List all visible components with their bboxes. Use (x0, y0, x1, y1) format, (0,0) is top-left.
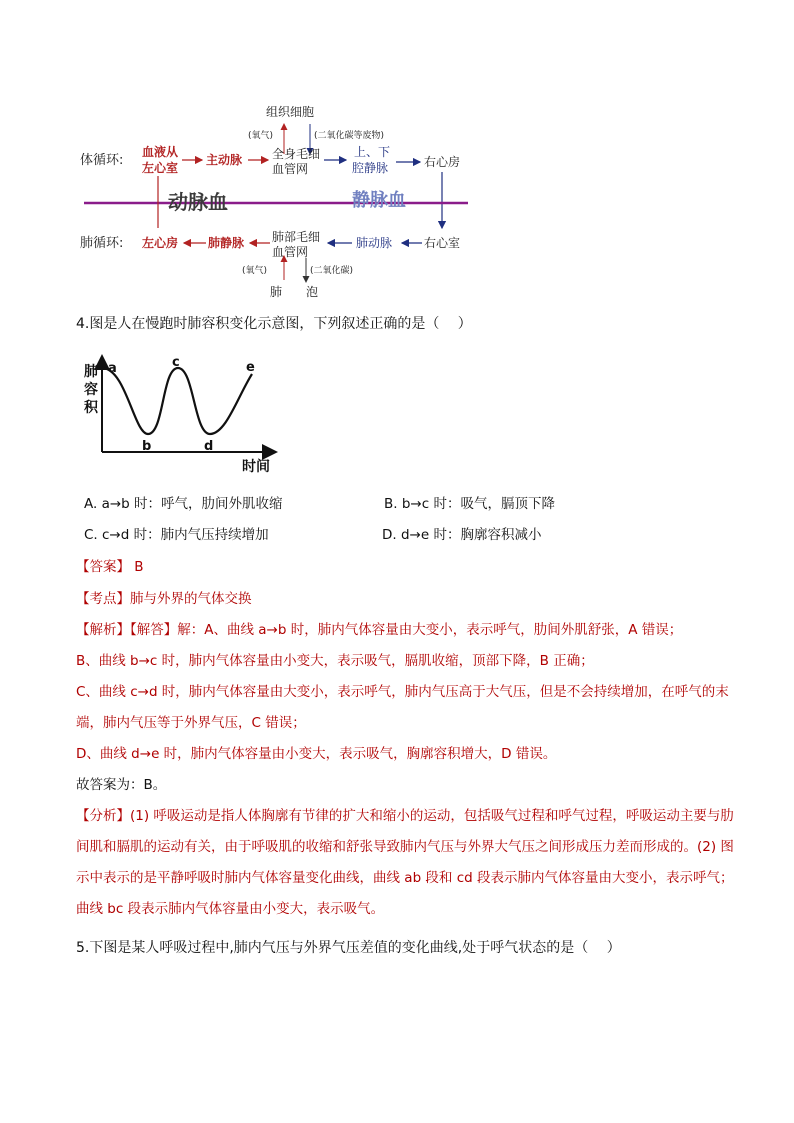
q5-stem: 5.下图是某人呼吸过程中,肺内气压与外界气压差值的变化曲线,处于呼气状态的是（ ） (76, 940, 621, 956)
pulmonary-cap-label-1: 肺部毛细 (272, 230, 321, 244)
point-c-label: c (172, 355, 180, 370)
ylabel-char-1: 肺 (84, 364, 98, 380)
blood-from-lv-label-2: 左心室 (142, 161, 179, 175)
point-tag: 【考点】 (76, 591, 130, 607)
q4-stem: 4.图是人在慢跑时肺容积变化示意图，下列叙述正确的是（ ） (76, 316, 472, 332)
pulmonary-artery-label: 肺动脉 (356, 236, 393, 250)
analysis-text-1: 解：A、曲线 a→b 时，肺内气体容量由大变小，表示呼气，肋间外肌舒张，A 错误； (177, 622, 683, 638)
answer-value: B (134, 559, 144, 575)
xlabel: 时间 (242, 459, 270, 475)
option-a: A. a→b 时：呼气，肋间外肌收缩 (84, 496, 283, 512)
analysis-tag-2: 【解答】 (130, 622, 178, 638)
point-a-label: a (108, 361, 117, 376)
alveoli-label-1: 肺 (270, 285, 283, 299)
oxygen-bottom-label: (氧气) (242, 266, 268, 276)
explain-paragraph (76, 801, 736, 925)
co2-top-label: (二氧化碳等废物) (314, 131, 385, 141)
analysis-line-3: C、曲线 c→d 时，肺内气体容量由大变小，表示呼气，肺内气压高于大气压，但是不会持续增加，在呼气的末端，肺内气压等于外界气压，C 错误； (76, 684, 729, 731)
vena-cava-label-2: 腔静脉 (352, 161, 389, 175)
analysis-line-5: 故答案为：B。 (76, 777, 167, 793)
tissue-cells-label: 组织细胞 (266, 105, 315, 119)
pulmonary-cap-label-2: 血管网 (272, 245, 309, 259)
ylabel-char-3: 积 (84, 400, 98, 416)
analysis-line-2: B、曲线 b→c 时，肺内气体容量由小变大，表示吸气，膈肌收缩，顶部下降，B 正确； (76, 653, 594, 669)
alveoli-label-2: 泡 (306, 285, 319, 299)
analysis-block (76, 615, 736, 925)
point-d-label: d (204, 439, 214, 454)
left-atrium-label: 左心房 (142, 236, 179, 250)
point-e-label: e (246, 360, 255, 375)
point-value: 肺与外界的气体交换 (130, 591, 252, 607)
analysis-line-1 (76, 615, 736, 646)
answer-tag: 【答案】 (76, 559, 130, 575)
systemic-cap-label-2: 血管网 (272, 162, 309, 176)
systemic-circulation-label: 体循环: (80, 153, 124, 168)
arterial-blood-label: 动脉血 (168, 190, 228, 214)
pulmonary-circulation-label: 肺循环: (80, 236, 124, 251)
option-d: D. d→e 时：胸廓容积减小 (382, 527, 542, 543)
oxygen-top-label: (氧气) (248, 131, 274, 141)
option-c: C. c→d 时：肺内气压持续增加 (84, 527, 269, 543)
analysis-tag: 【解析】 (76, 622, 130, 638)
right-atrium-label: 右心房 (424, 155, 461, 169)
point-b-label: b (142, 439, 152, 454)
point-line (76, 589, 252, 609)
analysis-line-4: D、曲线 d→e 时，肺内气体容量由小变大，表示吸气，胸廓容积增大，D 错误。 (76, 746, 557, 762)
lung-volume-graph (82, 354, 286, 476)
venous-blood-label: 静脉血 (352, 190, 406, 211)
pulmonary-vein-label: 肺静脉 (208, 236, 245, 250)
ylabel-char-2: 容 (84, 382, 98, 398)
vena-cava-label-1: 上、下 (354, 145, 391, 159)
explain-text: (1) 呼吸运动是指人体胸廓有节律的扩大和缩小的运动，包括吸气过程和呼气过程，呼吸运动主要与肋间肌和膈肌的运动有关，由于呼吸肌的收缩和舒张导致肺内气压与外界大气压之间形成压力差而形成的。(2) 图示中表示的是平静呼吸时肺内气体容量变化曲线，曲线 ab 段和 cd 段表示肺内气体容量由大变小，表示呼气；曲线 bc 段表示肺内气体容量由小变大，表示吸气。 (76, 808, 734, 917)
blood-from-lv-label-1: 血液从 (142, 145, 179, 159)
option-b: B. b→c 时：吸气，膈顶下降 (384, 496, 555, 512)
lung-volume-curve (102, 368, 252, 434)
explain-tag: 【分析】 (76, 808, 130, 824)
aorta-label: 主动脉 (206, 153, 243, 167)
right-ventricle-label: 右心室 (424, 236, 461, 250)
co2-bottom-label: (二氧化碳) (310, 266, 354, 276)
blood-circulation-diagram (70, 96, 490, 304)
answer-line (76, 557, 144, 577)
systemic-cap-label-1: 全身毛细 (272, 147, 321, 161)
